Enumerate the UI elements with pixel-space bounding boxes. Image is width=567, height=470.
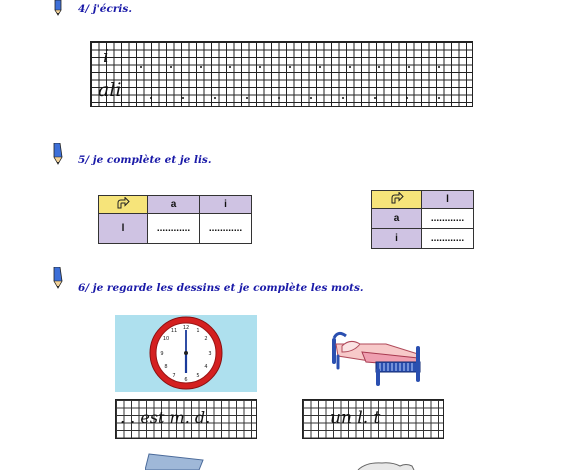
table-row-label: i <box>372 229 422 249</box>
turn-arrow-icon <box>390 192 404 204</box>
cursive-row-2: ali <box>98 79 122 101</box>
dot-guide-row-1 <box>140 66 440 68</box>
pencil-icon <box>52 0 68 16</box>
table-row-label: a <box>372 209 422 229</box>
answer-blank[interactable]: ............ <box>422 209 474 229</box>
dot-guide-row-2 <box>150 97 440 99</box>
svg-text:2: 2 <box>204 336 208 342</box>
svg-text:5: 5 <box>196 373 200 379</box>
word-clock: . . est m. d. <box>120 408 211 427</box>
word-bed: un l. t <box>330 408 381 428</box>
svg-text:11: 11 <box>170 328 178 334</box>
exercise-4-heading: 4/ j'écris. <box>78 3 132 15</box>
table-header-cell: l <box>422 191 474 209</box>
answer-blank[interactable]: ............ <box>200 214 252 244</box>
partial-picture-left <box>145 452 207 470</box>
svg-text:10: 10 <box>162 336 170 342</box>
table-corner-cell <box>99 196 148 214</box>
table-header-cell: a <box>148 196 200 214</box>
exercise-6-heading: 6/ je regarde les dessins et je complète les mots. <box>78 282 364 294</box>
pencil-icon <box>52 143 68 165</box>
table-header-cell: i <box>200 196 252 214</box>
exercise-5-heading: 5/ je complète et je lis. <box>78 154 212 166</box>
answer-blank[interactable]: ............ <box>422 229 474 249</box>
pencil-icon <box>52 267 68 289</box>
syllable-table-2 <box>371 190 474 249</box>
svg-text:3: 3 <box>208 351 212 357</box>
cursive-row-1: i <box>103 46 109 67</box>
table-row-label: l <box>99 214 148 244</box>
svg-text:12: 12 <box>182 325 190 331</box>
svg-text:1: 1 <box>196 328 200 334</box>
svg-text:6: 6 <box>184 377 188 383</box>
svg-text:7: 7 <box>172 373 176 379</box>
bed-picture <box>326 322 426 386</box>
svg-text:4: 4 <box>204 364 208 370</box>
partial-picture-right <box>356 462 416 470</box>
turn-arrow-icon <box>116 197 130 209</box>
svg-text:9: 9 <box>160 351 164 357</box>
table-corner-cell <box>372 191 422 209</box>
answer-blank[interactable]: ............ <box>148 214 200 244</box>
clock-picture <box>115 315 257 392</box>
svg-text:8: 8 <box>164 364 168 370</box>
syllable-table-1 <box>98 195 252 244</box>
